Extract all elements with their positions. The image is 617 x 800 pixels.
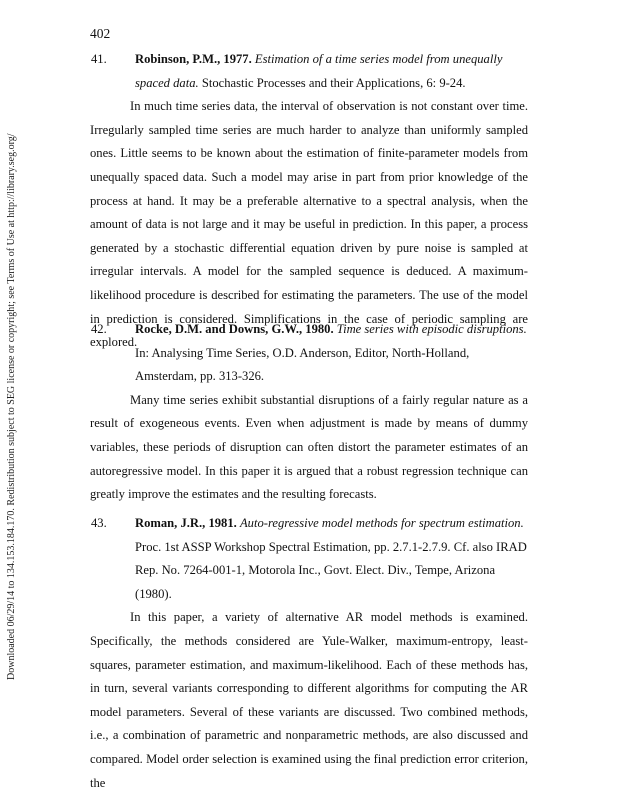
entry-title: Estimation of a time series model from unequally spaced data. [135,52,503,90]
citation [90,512,528,606]
entry-authors: Rocke, D.M. and Downs, G.W., 1980. [135,322,334,336]
bibliography-entry [90,318,528,507]
entry-source: Proc. 1st ASSP Workshop Spectral Estimation, pp. 2.7.1-2.7.9. Cf. also IRAD Rep. No. 7264-001-1, Motorola Inc., Govt. Elect. Div., Tempe, Arizona (1980). [135,539,527,601]
entry-abstract: Many time series exhibit substantial disruptions of a fairly regular nature as a result of exogeneous events. Even when adjustment is made by means of dummy variables, these periods of disruption can often distort the parameter estimates of an autoregressive model. In this paper it is argued that a robust regression technique can greatly improve the estimates and the resulting forecasts. [90,392,528,502]
entry-authors: Roman, J.R., 1981. [135,516,237,530]
entry-number: 41. [91,52,107,66]
citation [90,318,528,389]
entry-title: Time series with episodic disruptions. [336,322,527,336]
entry-title: Auto-regressive model methods for spectrum estimation. [239,516,524,530]
entry-abstract: In this paper, a variety of alternative AR model methods is examined. Specifically, the methods considered are Yule-Walker, maximum-entropy, least-squares, parameter estimation, and maximum-likelihood. Each of these methods has, in turn, several variants corresponding to different algorithms for computing the AR model parameters. Several of these variants are discussed. Two combined methods, i.e., a combination of parametric and nonparametric methods, are also discussed and compared. Model order selection is examined using the final prediction error criterion, the [90,610,528,790]
bibliography-entry [90,48,528,355]
entry-source: In: Analysing Time Series, O.D. Anderson, Editor, North-Holland, Amsterdam, pp. 313-326. [135,345,470,384]
download-notice-text: Downloaded 06/29/14 to 134.153.184.170. Redistribution subject to SEG license or copyright; see Terms of Use at http://library.seg.org/ [6,133,17,680]
bibliography-entry [90,512,528,795]
entry-source: Stochastic Processes and their Applications, 6: 9-24. [201,75,466,90]
citation [90,48,528,95]
download-notice [2,120,22,680]
entry-abstract: In much time series data, the interval of observation is not constant over time. Irregularly sampled time series are much harder to analyze than uniformly sampled ones. Little seems to be known about the estimation of finite-parameter models from unequally spaced data. Such a model may arise in part from prior knowledge of the process at hand. It may be a preferable alternative to a spectral analysis, when the amount of data is not large and it may be useful in prediction. In this paper, a process generated by a stochastic differential equation driven by pure noise is sampled at irregular intervals. A model for the sampled sequence is deduced. A maximum-likelihood procedure is described for estimating the parameters. The use of the model in prediction is considered. Simplifications in the case of periodic sampling are explored. [90,99,528,350]
entry-authors: Robinson, P.M., 1977. [135,52,252,66]
entry-number: 43. [91,516,107,530]
entry-number: 42. [91,322,107,336]
page-number: 402 [90,26,111,41]
